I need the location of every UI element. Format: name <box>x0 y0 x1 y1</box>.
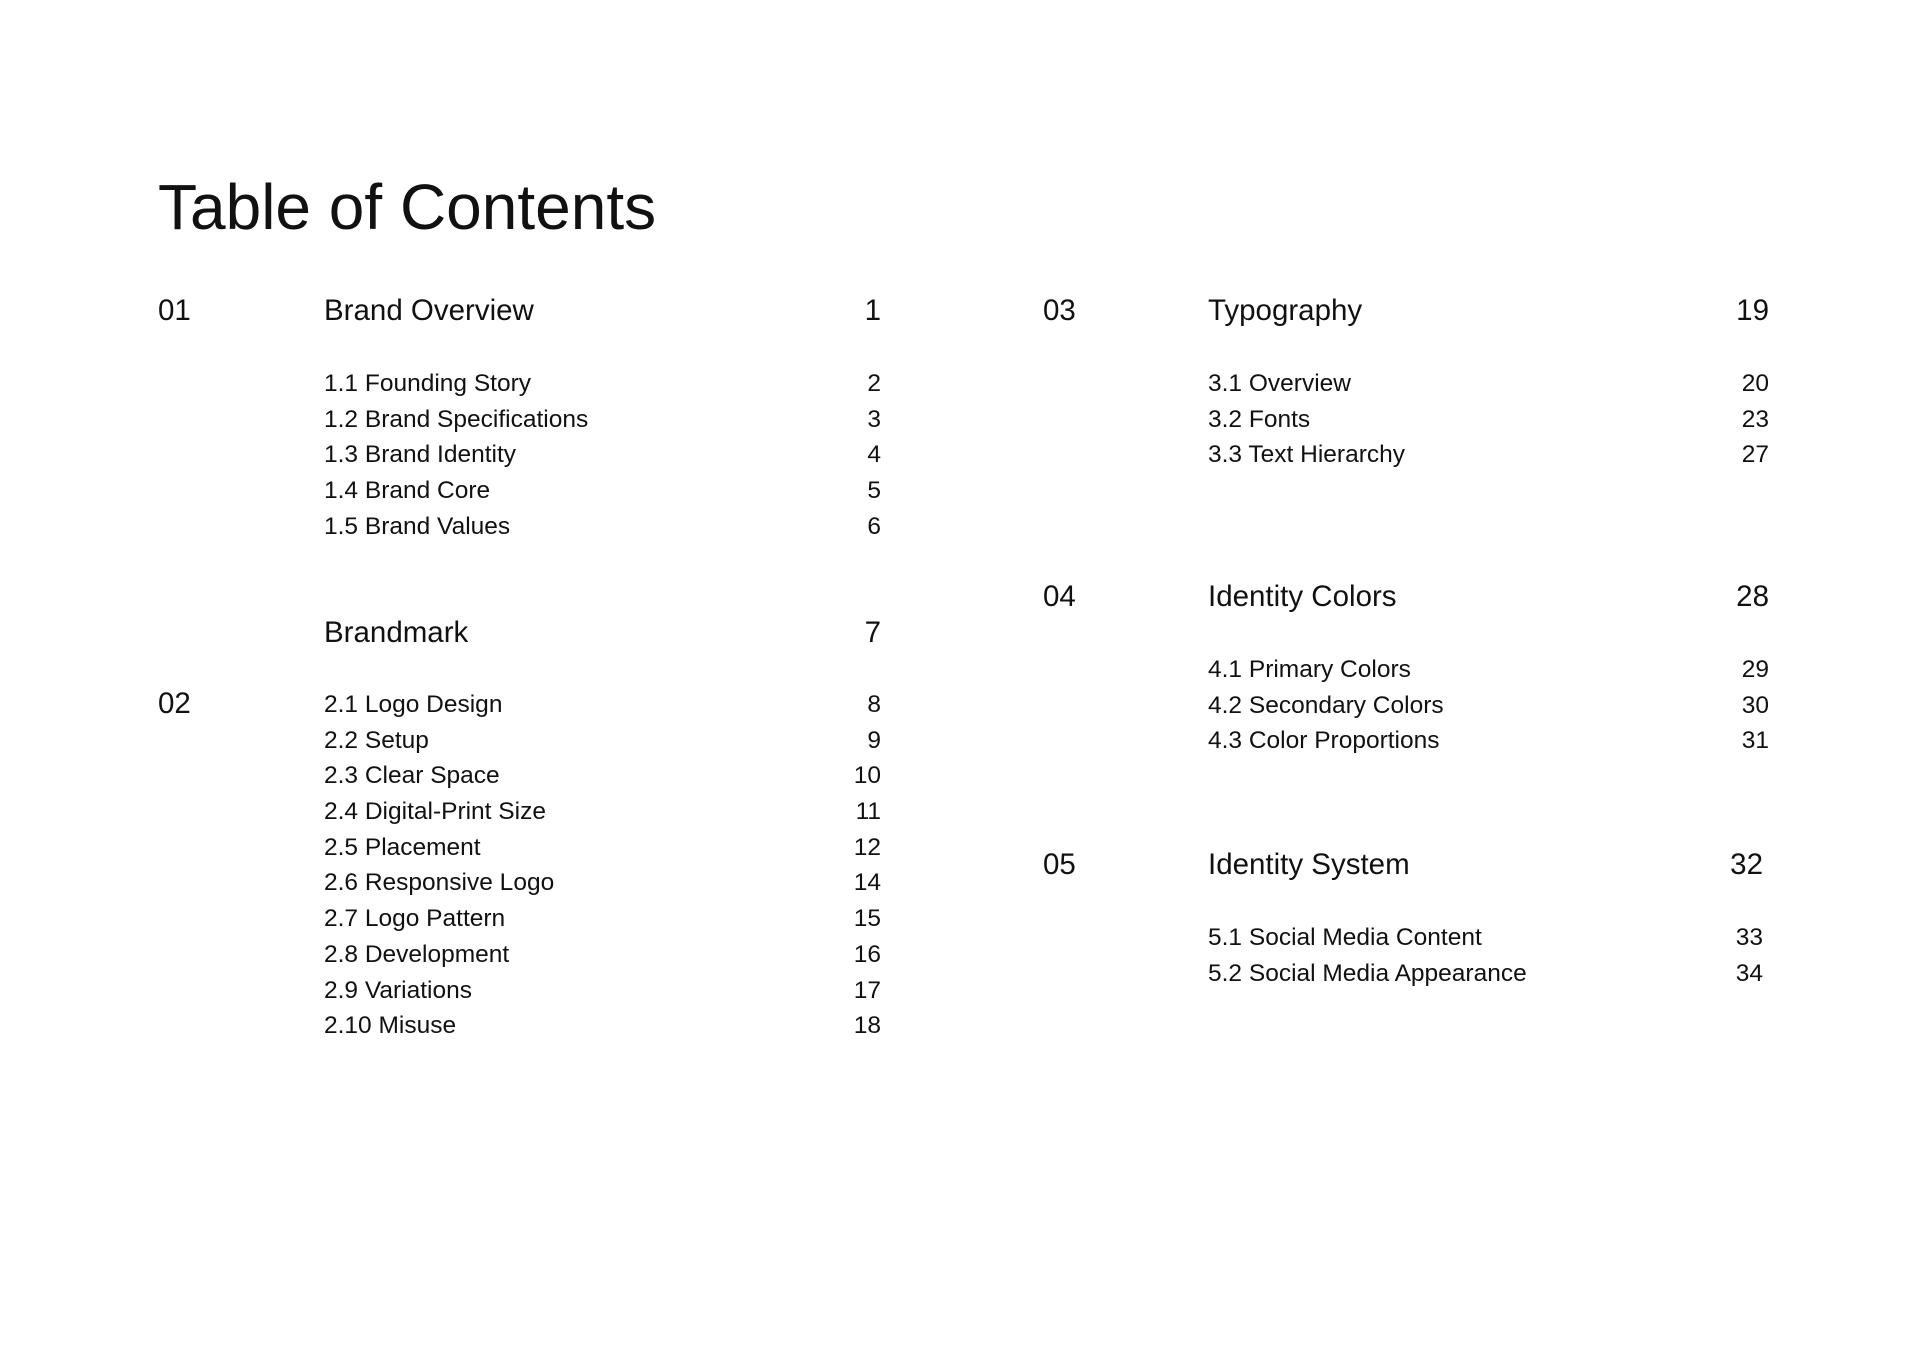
subsection-title: 3.1 Overview <box>1208 370 1351 397</box>
subsection-item[interactable] <box>324 437 881 473</box>
subsection-item[interactable] <box>324 509 881 545</box>
subsection-item[interactable] <box>1208 652 1769 688</box>
subsection-item[interactable] <box>324 402 881 438</box>
subsection-item[interactable] <box>324 723 881 759</box>
subsection-page-number: 12 <box>853 833 881 861</box>
subsection-title: 2.4 Digital-Print Size <box>324 798 546 826</box>
subsection-item[interactable] <box>1208 723 1769 759</box>
subsection-page-number: 10 <box>853 762 881 790</box>
subsection-page-number: 33 <box>1735 924 1763 951</box>
subsection-item[interactable] <box>1208 688 1769 724</box>
section-page-number: 32 <box>1730 848 1763 881</box>
section-title: Identity Colors <box>1208 580 1397 613</box>
subsection-title: 2.9 Variations <box>324 976 472 1004</box>
subsection-item[interactable] <box>324 366 881 402</box>
subsection-page-number: 27 <box>1741 441 1769 469</box>
section-title: Identity System <box>1208 848 1410 881</box>
subsection-title: 2.2 Setup <box>324 726 429 754</box>
section-heading[interactable] <box>1208 579 1769 615</box>
subsection-page-number: 4 <box>867 441 881 469</box>
subsection-title: 3.2 Fonts <box>1208 405 1311 433</box>
section-number: 02 <box>158 687 191 720</box>
subsection-title: 4.1 Primary Colors <box>1208 656 1411 683</box>
subsection-item[interactable] <box>1208 956 1763 992</box>
subsection-title: 2.1 Logo Design <box>324 691 503 718</box>
subsection-list <box>324 366 881 544</box>
section-heading[interactable] <box>1208 293 1769 329</box>
subsection-page-number: 15 <box>853 905 881 933</box>
section-number: 01 <box>158 294 191 327</box>
subsection-item[interactable] <box>324 687 881 723</box>
section-number: 05 <box>1043 848 1076 881</box>
subsection-title: 2.5 Placement <box>324 833 481 861</box>
section-number: 03 <box>1043 294 1076 327</box>
section-number: 04 <box>1043 580 1076 613</box>
section-page-number: 7 <box>864 616 881 649</box>
subsection-page-number: 3 <box>867 405 881 433</box>
section-page-number: 19 <box>1736 294 1769 327</box>
subsection-list <box>1208 652 1769 759</box>
subsection-title: 5.2 Social Media Appearance <box>1208 959 1527 987</box>
subsection-title: 1.4 Brand Core <box>324 477 491 505</box>
subsection-item[interactable] <box>1208 920 1763 956</box>
section-title: Brand Overview <box>324 294 534 327</box>
subsection-item[interactable] <box>324 973 881 1009</box>
subsection-title: 2.3 Clear Space <box>324 762 500 790</box>
subsection-list <box>324 687 881 1044</box>
subsection-item[interactable] <box>324 1008 881 1044</box>
subsection-page-number: 11 <box>855 798 881 826</box>
subsection-page-number: 2 <box>867 370 881 397</box>
subsection-title: 4.2 Secondary Colors <box>1208 691 1444 719</box>
subsection-page-number: 34 <box>1735 959 1763 987</box>
subsection-page-number: 5 <box>867 477 881 505</box>
subsection-page-number: 8 <box>867 691 881 718</box>
section-page-number: 28 <box>1736 580 1769 613</box>
subsection-title: 2.8 Development <box>324 940 510 968</box>
subsection-title: 1.1 Founding Story <box>324 370 532 397</box>
section-heading[interactable] <box>1208 847 1763 883</box>
subsection-title: 5.1 Social Media Content <box>1208 924 1482 951</box>
subsection-title: 1.3 Brand Identity <box>324 441 517 469</box>
subsection-page-number: 16 <box>853 940 881 968</box>
subsection-item[interactable] <box>324 865 881 901</box>
subsection-page-number: 17 <box>853 976 881 1004</box>
subsection-page-number: 23 <box>1741 405 1769 433</box>
subsection-item[interactable] <box>324 937 881 973</box>
subsection-title: 1.5 Brand Values <box>324 512 511 540</box>
section-heading[interactable] <box>324 293 881 329</box>
subsection-page-number: 20 <box>1741 370 1769 397</box>
subsection-item[interactable] <box>1208 437 1769 473</box>
subsection-item[interactable] <box>324 473 881 509</box>
section-page-number: 1 <box>864 294 881 327</box>
page-title: Table of Contents <box>158 171 657 243</box>
subsection-title: 3.3 Text Hierarchy <box>1208 441 1405 469</box>
subsection-item[interactable] <box>1208 402 1769 438</box>
subsection-item[interactable] <box>324 758 881 794</box>
subsection-page-number: 30 <box>1741 691 1769 719</box>
subsection-list <box>1208 366 1769 473</box>
subsection-list <box>1208 920 1763 991</box>
subsection-title: 1.2 Brand Specifications <box>324 405 589 433</box>
subsection-page-number: 18 <box>853 1012 881 1040</box>
subsection-page-number: 29 <box>1741 656 1769 683</box>
subsection-page-number: 14 <box>853 869 881 897</box>
subsection-item[interactable] <box>324 794 881 830</box>
subsection-title: 2.7 Logo Pattern <box>324 905 506 933</box>
section-title: Typography <box>1208 294 1363 327</box>
subsection-item[interactable] <box>324 901 881 937</box>
subsection-page-number: 9 <box>867 726 881 754</box>
subsection-title: 4.3 Color Proportions <box>1208 727 1440 755</box>
section-title: Brandmark <box>324 616 469 649</box>
subsection-item[interactable] <box>324 830 881 866</box>
subsection-page-number: 31 <box>1741 727 1769 755</box>
subsection-page-number: 6 <box>867 512 881 540</box>
subsection-title: 2.10 Misuse <box>324 1012 457 1040</box>
subsection-item[interactable] <box>1208 366 1769 402</box>
subsection-title: 2.6 Responsive Logo <box>324 869 555 897</box>
section-heading[interactable] <box>324 615 881 651</box>
